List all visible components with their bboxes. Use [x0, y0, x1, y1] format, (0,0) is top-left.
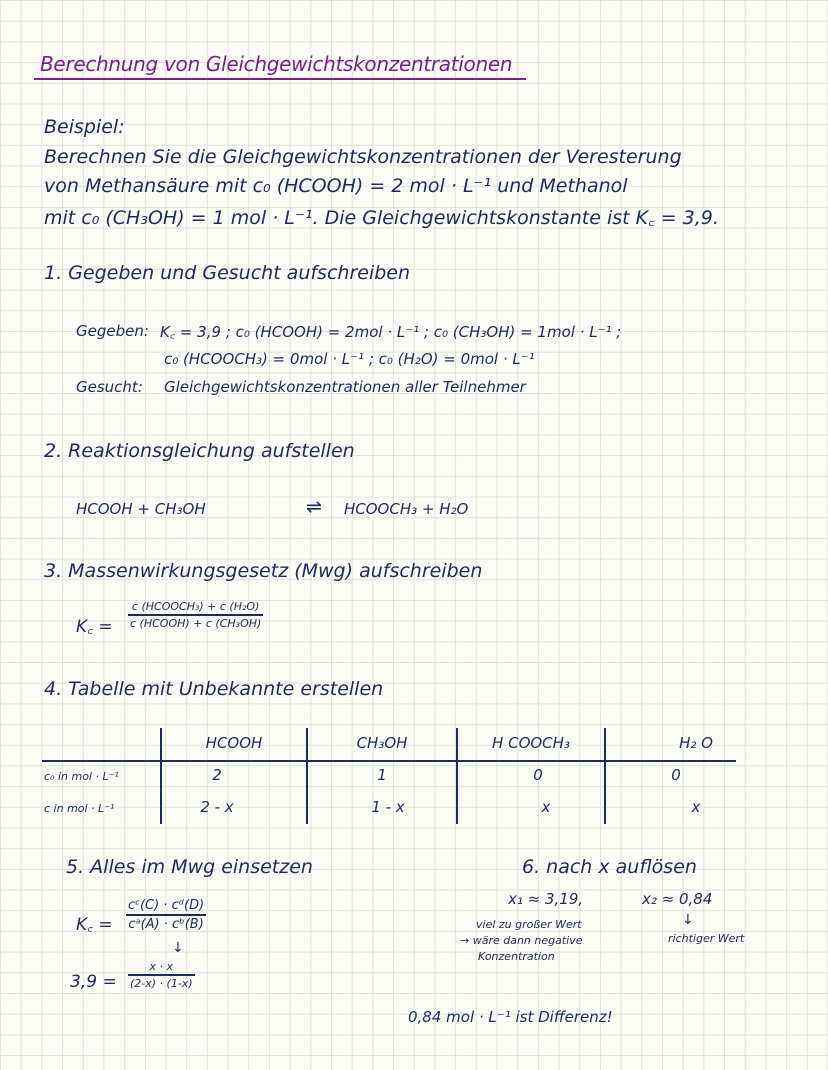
example-line-3: mit c₀ (CH₃OH) = 1 mol · L⁻¹. Die Gleichgewichtskonstante ist K꜀ = 3,9. [44, 207, 719, 229]
table-header-line [42, 760, 736, 762]
conclusion: 0,84 mol · L⁻¹ ist Differenz! [408, 1008, 613, 1026]
col-header-ch3oh: CH₃OH [356, 734, 408, 752]
solution-x2: x₂ ≈ 0,84 [642, 890, 713, 908]
reaction-right: HCOOCH₃ + H₂O [344, 500, 469, 518]
example-label: Beispiel: [44, 116, 125, 138]
x1-note-line-3: Konzentration [478, 950, 555, 963]
sought-label: Gesucht: [76, 378, 143, 396]
sought-text: Gleichgewichtskonzentrationen aller Teilnehmer [164, 378, 526, 396]
step1-heading: 1. Gegeben und Gesucht aufschreiben [44, 262, 411, 284]
solution-x1: x₁ ≈ 3,19, [508, 890, 584, 908]
fraction-bar [126, 914, 206, 916]
table-cell: x [541, 798, 551, 816]
col-header-hcooh: HCOOH [205, 734, 263, 752]
substituted-lhs: 3,9 = [70, 972, 117, 992]
table-cell: 1 - x [371, 798, 405, 816]
substituted-denominator: (2-x) · (1-x) [130, 976, 193, 990]
step4-heading: 4. Tabelle mit Unbekannte erstellen [44, 678, 384, 700]
table-cell: 0 [671, 766, 681, 784]
example-line-1: Berechnen Sie die Gleichgewichtskonzentrationen der Veresterung [44, 146, 682, 168]
given-line-1: K꜀ = 3,9 ; c₀ (HCOOH) = 2mol · L⁻¹ ; c₀ (CH₃OH) = 1mol · L⁻¹ ; [160, 323, 622, 341]
example-line-2: von Methansäure mit c₀ (HCOOH) = 2 mol · L⁻¹ und Methanol [44, 175, 628, 197]
row-label-c: c in mol · L⁻¹ [44, 802, 115, 815]
title-underline [34, 78, 526, 80]
fraction-bar [128, 974, 195, 976]
mwg-fraction [128, 600, 263, 630]
row-label-c0: c₀ in mol · L⁻¹ [44, 770, 119, 783]
table-cell: 2 - x [200, 798, 234, 816]
x1-note-line-1: viel zu großer Wert [476, 918, 582, 931]
col-header-h2o: H₂ O [679, 734, 713, 752]
mwg-numerator: c (HCOOCH₃) + c (H₂O) [131, 600, 260, 613]
general-denominator: cᵃ(A) · cᵇ(B) [128, 916, 204, 932]
fraction-bar [128, 614, 263, 616]
x2-note: richtiger Wert [668, 932, 745, 945]
step6-heading: 6. nach x auflösen [522, 856, 697, 878]
down-arrow-icon: ↓ [682, 912, 694, 928]
table-cell: 2 [212, 766, 222, 784]
equilibrium-arrow: ⇌ [306, 496, 322, 518]
step5-heading: 5. Alles im Mwg einsetzen [66, 856, 313, 878]
general-mwg-lhs: K꜀ = [76, 915, 113, 935]
down-arrow-icon: ↓ [172, 940, 184, 956]
x1-note-line-2: → wäre dann negative [460, 934, 583, 947]
page-title: Berechnung von Gleichgewichtskonzentrationen [40, 52, 513, 76]
mwg-lhs: K꜀ = [76, 617, 113, 637]
mwg-denominator: c (HCOOH) + c (CH₃OH) [130, 616, 262, 630]
step3-heading: 3. Massenwirkungsgesetz (Mwg) aufschreiben [44, 560, 483, 582]
given-label: Gegeben: [76, 322, 149, 340]
table-cell: x [691, 798, 701, 816]
substituted-fraction [128, 960, 195, 990]
table-cell: 1 [377, 766, 387, 784]
general-mwg-fraction [126, 898, 206, 932]
table-cell: 0 [533, 766, 543, 784]
given-line-2: c₀ (HCOOCH₃) = 0mol · L⁻¹ ; c₀ (H₂O) = 0mol · L⁻¹ [164, 350, 535, 368]
reaction-left: HCOOH + CH₃OH [76, 500, 206, 518]
col-header-hcooch3: H COOCH₃ [492, 734, 570, 752]
step2-heading: 2. Reaktionsgleichung aufstellen [44, 440, 355, 462]
substituted-numerator: x · x [149, 960, 174, 973]
general-numerator: cᶜ(C) · cᵈ(D) [128, 898, 205, 913]
